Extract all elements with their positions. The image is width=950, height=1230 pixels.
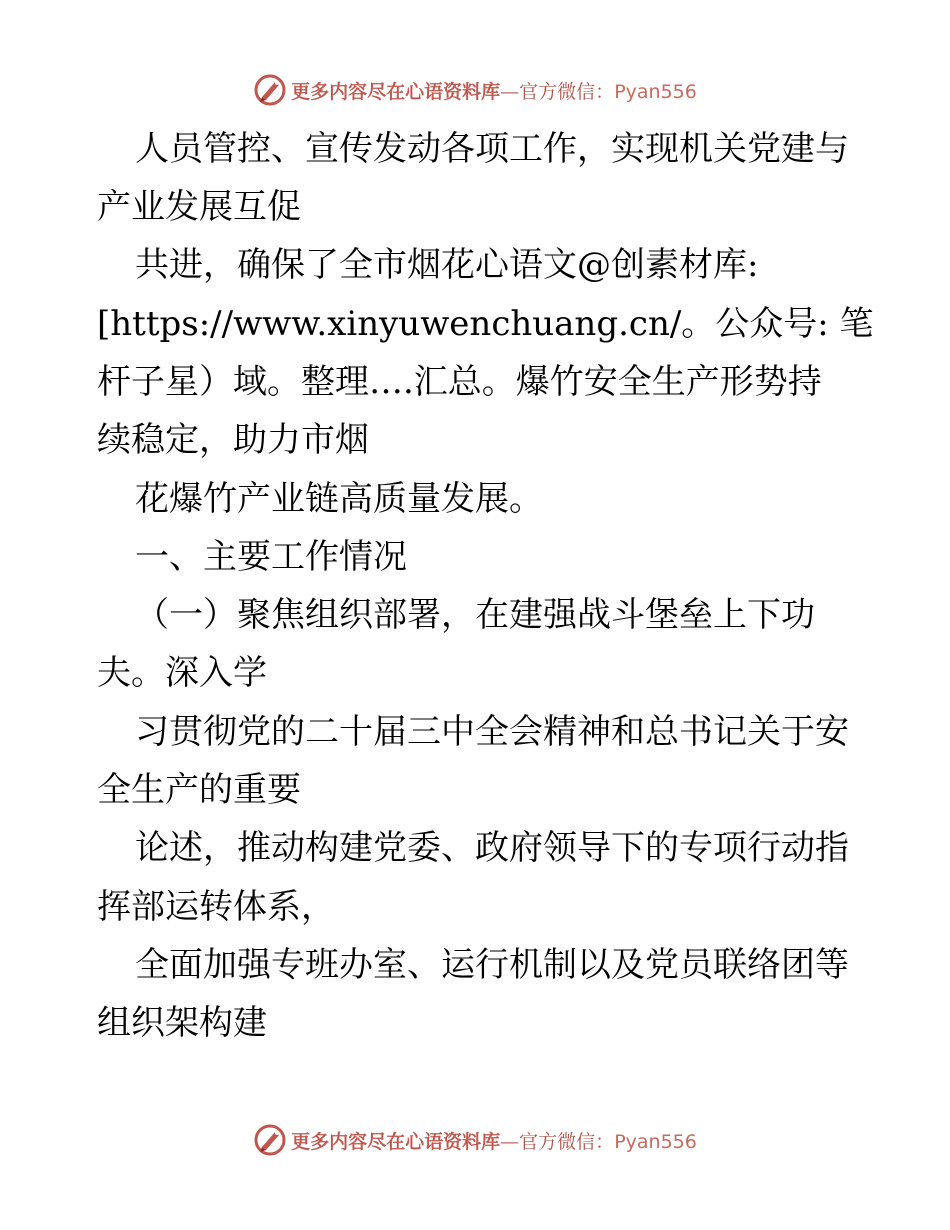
header-title: 更多内容尽在心语资料库 bbox=[291, 80, 501, 103]
header-banner-text bbox=[291, 77, 697, 104]
logo-icon bbox=[253, 73, 287, 107]
body-line: 论述，推动构建党委、政府领导下的专项行动指 bbox=[135, 828, 849, 868]
body-line: 夫。深入学 bbox=[97, 653, 267, 693]
body-line: 产业发展互促 bbox=[97, 187, 301, 227]
footer-banner bbox=[0, 1120, 950, 1160]
body-line: （一）聚焦组织部署，在建强战斗堡垒上下功 bbox=[135, 595, 815, 635]
body-line: 挥部运转体系， bbox=[97, 887, 335, 927]
header-wechat-label: 官方微信： bbox=[519, 80, 615, 103]
footer-title: 更多内容尽在心语资料库 bbox=[291, 1130, 501, 1153]
footer-wechat-id: Pyan556 bbox=[614, 1130, 697, 1153]
body-line: [https://www.xinyuwenchuang.cn/。公众号: 笔 bbox=[97, 304, 874, 344]
footer-separator: — bbox=[500, 1130, 520, 1153]
body-line: 全生产的重要 bbox=[97, 770, 301, 810]
header-wechat-id: Pyan556 bbox=[614, 80, 697, 103]
footer-banner-text bbox=[291, 1127, 697, 1154]
body-line: 全面加强专班办室、运行机制以及党员联络团等 bbox=[135, 945, 849, 985]
body-line: 续稳定，助力市烟 bbox=[97, 420, 369, 460]
body-line: 共进，确保了全市烟花心语文@创素材库: bbox=[135, 245, 759, 285]
header-separator: — bbox=[500, 80, 520, 103]
header-banner bbox=[0, 70, 950, 110]
footer-wechat-label: 官方微信： bbox=[519, 1130, 615, 1153]
body-line: 花爆竹产业链高质量发展。 bbox=[135, 479, 543, 519]
body-line: 组织架构建 bbox=[97, 1003, 267, 1043]
body-line: 人员管控、宣传发动各项工作，实现机关党建与 bbox=[135, 129, 849, 169]
body-line: 习贯彻党的二十届三中全会精神和总书记关于安 bbox=[135, 712, 849, 752]
logo-icon bbox=[253, 1123, 287, 1157]
section-heading: 一、主要工作情况 bbox=[135, 537, 407, 577]
body-line: 杆子星）域。整理….汇总。爆竹安全生产形势持 bbox=[97, 362, 822, 402]
